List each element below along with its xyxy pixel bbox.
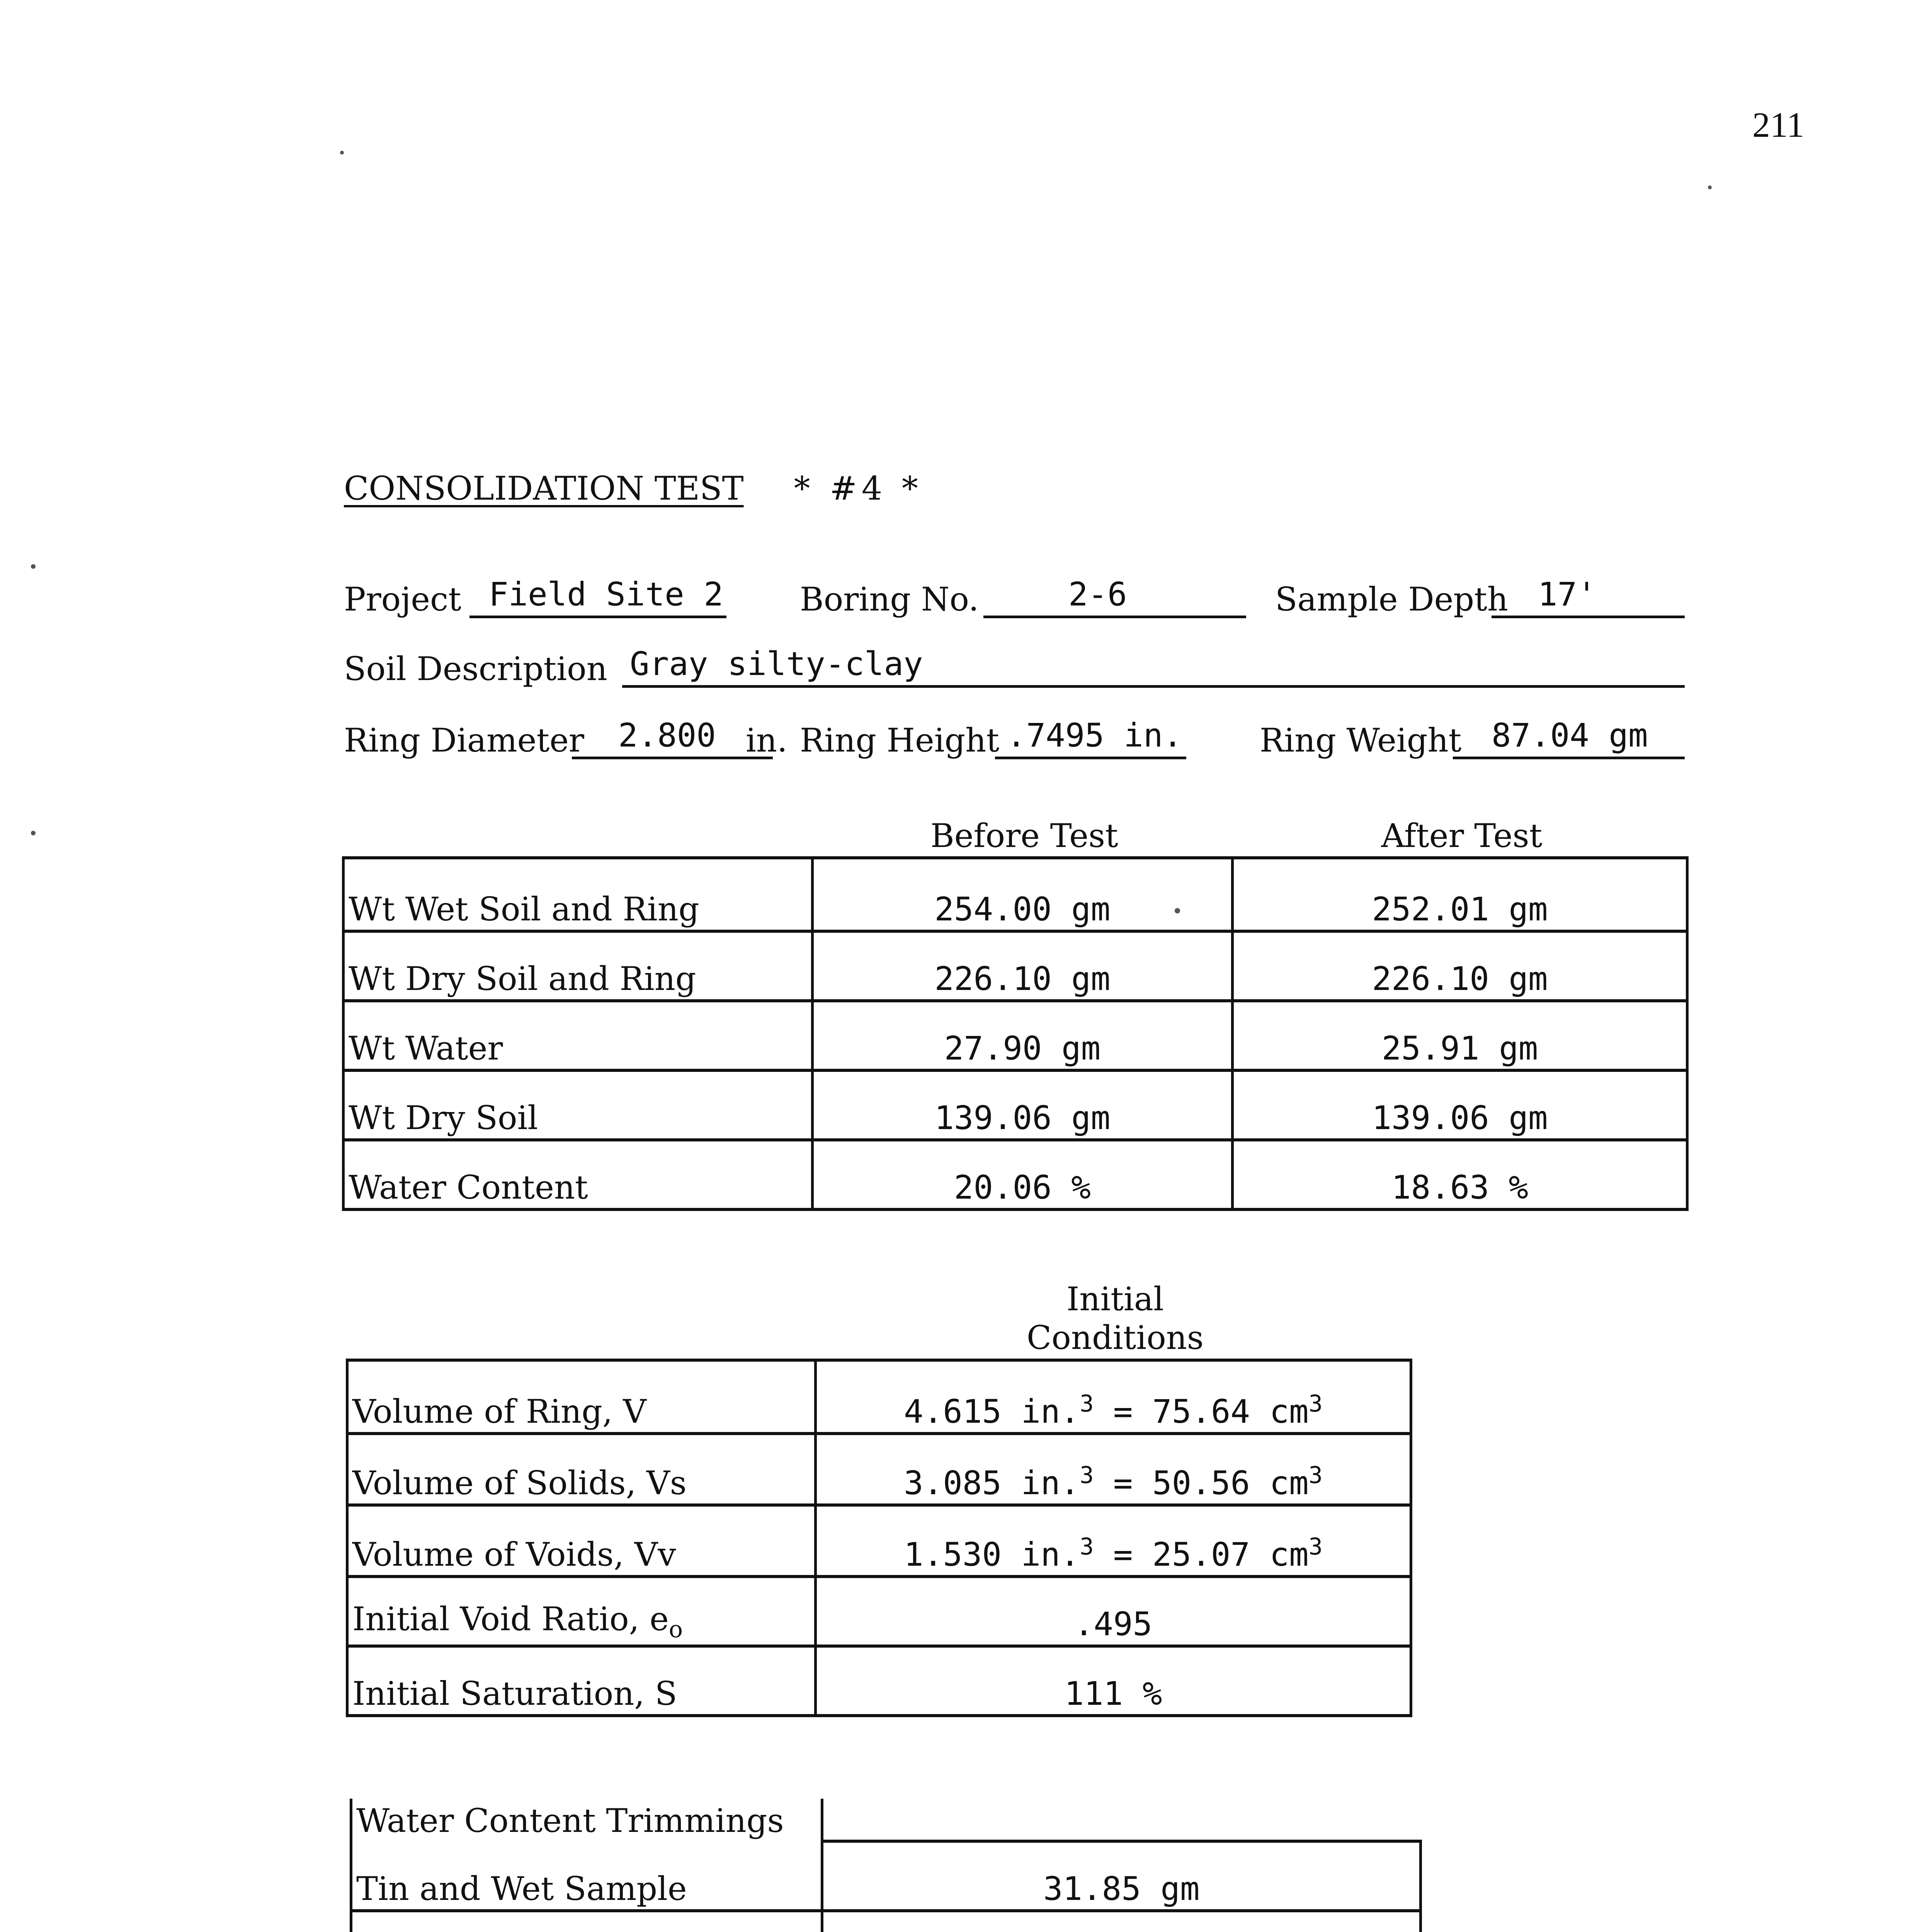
depth-field — [1492, 573, 1685, 618]
row-label: Volume of Ring, V — [347, 1360, 816, 1434]
ring-height-label: Ring Height — [800, 721, 1000, 759]
table-row — [344, 1001, 1687, 1070]
void-ratio-value: .495 — [816, 1577, 1411, 1646]
row-label: Wt Water — [344, 1001, 813, 1070]
table-row — [351, 1841, 1421, 1911]
weights-header-row — [344, 815, 1687, 858]
page-title — [344, 469, 923, 507]
row-label: Volume of Solids, Vs — [347, 1434, 816, 1505]
row-label: Wt Dry Soil and Ring — [344, 931, 813, 1001]
value-inches: 4.615 in. — [904, 1393, 1080, 1430]
ring-diameter-value: 2.800 — [618, 716, 716, 754]
row-label: Wt Wet Soil and Ring — [344, 858, 813, 931]
table-row — [344, 1140, 1687, 1209]
ring-weight-label: Ring Weight — [1260, 721, 1462, 759]
saturation-label: Initial Saturation, S — [347, 1646, 816, 1716]
soil-description-field — [622, 643, 1685, 688]
ring-height-field — [995, 714, 1186, 759]
value-cm: = 75.64 cm — [1094, 1393, 1309, 1430]
trimmings-header: Water Content Trimmings — [351, 1799, 822, 1841]
table-row — [344, 931, 1687, 1001]
trimmings-header-row — [351, 1799, 1421, 1841]
value-inches: 3.085 in. — [904, 1464, 1080, 1502]
table-row — [347, 1360, 1411, 1434]
scan-speck — [1708, 185, 1712, 189]
exponent: 3 — [1080, 1390, 1094, 1417]
boring-value: 2-6 — [1068, 575, 1127, 613]
exponent: 3 — [1308, 1533, 1323, 1560]
ring-diameter-label: Ring Diameter — [344, 721, 584, 759]
row-label — [351, 1911, 822, 1932]
value-cm: = 25.07 cm — [1094, 1536, 1309, 1573]
before-value: 254.00 gm — [812, 858, 1232, 931]
page-number: 211 — [1752, 105, 1804, 145]
scan-speck — [31, 831, 36, 835]
soil-description-value: Gray silty-clay — [630, 645, 923, 683]
project-field — [469, 573, 726, 618]
row-value — [822, 1911, 1421, 1932]
before-value: 139.06 gm — [812, 1070, 1232, 1140]
initial-header-line2: Conditions — [1027, 1319, 1204, 1357]
row-label: Tin and Wet Sample — [351, 1841, 822, 1911]
weights-table — [342, 815, 1689, 1211]
project-value: Field Site 2 — [489, 575, 723, 613]
header-row-ring — [344, 713, 1685, 759]
test-number: * #4 * — [794, 469, 923, 507]
after-value: 18.63 % — [1233, 1140, 1687, 1209]
table-row — [347, 1577, 1411, 1646]
row-label: Wt Dry Soil — [344, 1070, 813, 1140]
before-value: 20.06 % — [812, 1140, 1232, 1209]
value-cm: = 50.56 cm — [1094, 1464, 1309, 1502]
exponent: 3 — [1308, 1390, 1323, 1417]
void-ratio-label: Initial Void Ratio, $e_o$ — [347, 1577, 816, 1646]
initial-conditions-table — [346, 1271, 1412, 1717]
project-label: Project — [344, 580, 461, 618]
ring-height-value: .7495 in. — [1007, 716, 1183, 754]
subscript: o — [668, 1616, 683, 1643]
exponent: 3 — [1308, 1462, 1323, 1489]
depth-label: Sample Depth — [1275, 580, 1509, 618]
saturation-value: 111 % — [816, 1646, 1411, 1716]
initial-header-row — [347, 1271, 1411, 1360]
depth-value: 17' — [1538, 575, 1597, 613]
table-row — [347, 1646, 1411, 1716]
scan-speck — [31, 564, 36, 569]
volume-value — [816, 1360, 1411, 1434]
value-inches: 1.530 in. — [904, 1536, 1080, 1573]
before-value: 226.10 gm — [812, 931, 1232, 1001]
after-value: 252.01 gm — [1233, 858, 1687, 931]
before-value: 27.90 gm — [812, 1001, 1232, 1070]
scan-speck — [1175, 908, 1180, 913]
table-row — [351, 1911, 1421, 1932]
boring-field — [983, 573, 1246, 618]
exponent: 3 — [1080, 1533, 1094, 1560]
ring-weight-value: 87.04 gm — [1492, 716, 1648, 754]
ring-diameter-field — [572, 714, 773, 759]
soil-description-label: Soil Description — [344, 650, 607, 688]
scan-speck — [340, 151, 344, 155]
after-value: 25.91 gm — [1233, 1001, 1687, 1070]
row-value: 31.85 gm — [822, 1841, 1421, 1911]
after-value: 226.10 gm — [1233, 931, 1687, 1001]
table-row — [347, 1434, 1411, 1505]
row-label: Water Content — [344, 1140, 813, 1209]
ring-weight-field — [1453, 714, 1685, 759]
initial-conditions-header — [816, 1271, 1411, 1360]
exponent: 3 — [1080, 1462, 1094, 1489]
ring-diameter-unit: in. — [746, 721, 787, 759]
table-row — [344, 858, 1687, 931]
header-row-project — [344, 572, 1685, 618]
row-label: Volume of Voids, Vv — [347, 1505, 816, 1577]
initial-header-line1: Initial — [1066, 1280, 1164, 1318]
boring-label: Boring No. — [800, 580, 979, 618]
volume-value — [816, 1505, 1411, 1577]
after-value: 139.06 gm — [1233, 1070, 1687, 1140]
title-text: CONSOLIDATION TEST — [344, 469, 744, 507]
after-test-header: After Test — [1233, 815, 1687, 858]
trimmings-table — [350, 1799, 1422, 1932]
table-row — [347, 1505, 1411, 1577]
volume-value — [816, 1434, 1411, 1505]
table-row — [344, 1070, 1687, 1140]
header-row-soil — [344, 641, 1685, 688]
before-test-header: Before Test — [812, 815, 1232, 858]
